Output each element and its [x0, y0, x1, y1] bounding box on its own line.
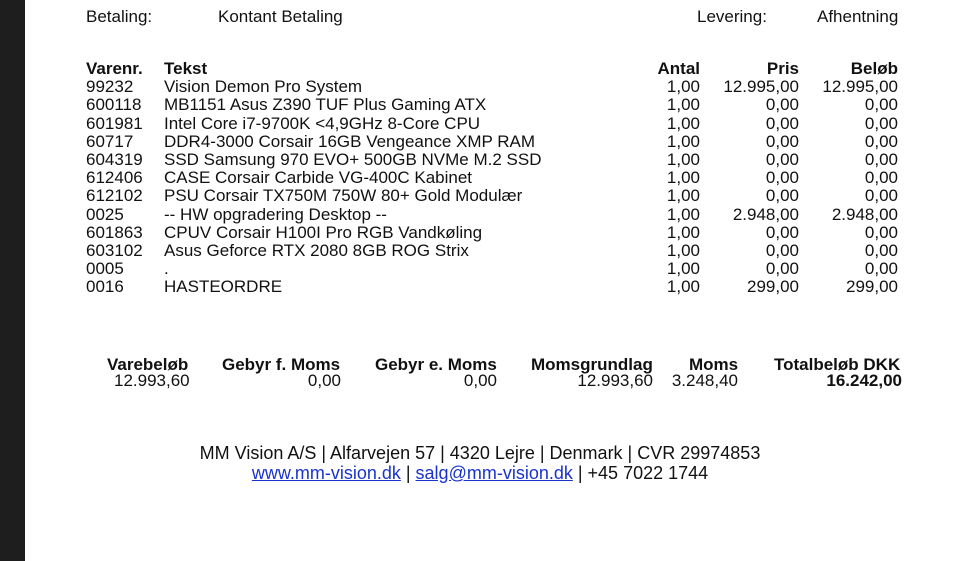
table-row	[86, 224, 898, 242]
gebyr-e-moms-label: Gebyr e. Moms	[375, 355, 497, 374]
column-header-varenr: Varenr.	[86, 59, 143, 78]
item-quantity: 1,00	[666, 168, 700, 188]
item-price: 0,00	[765, 168, 799, 188]
item-text: DDR4-3000 Corsair 16GB Vengeance XMP RAM	[164, 131, 536, 151]
momsgrundlag-value: 12.993,60	[577, 371, 653, 390]
item-text: .	[164, 259, 169, 279]
momsgrundlag-label: Momsgrundlag	[531, 355, 653, 374]
item-price: 0,00	[765, 95, 799, 115]
table-header-row	[86, 60, 898, 78]
gebyr-e-moms-value: 0,00	[463, 371, 497, 390]
column-header-pris: Pris	[766, 59, 799, 78]
item-amount: 299,00	[846, 277, 898, 297]
contact-line	[0, 463, 960, 483]
item-amount: 0,00	[864, 150, 898, 170]
item-amount: 2.948,00	[831, 204, 898, 224]
table-row	[86, 206, 898, 224]
item-quantity: 1,00	[666, 222, 700, 242]
table-row	[86, 96, 898, 114]
totalbelob-value: 16.242,00	[826, 371, 902, 390]
item-amount: 12.995,00	[822, 77, 898, 97]
contact-separator: |	[400, 463, 416, 483]
varebelob-value: 12.993,60	[114, 371, 190, 390]
item-amount: 0,00	[864, 222, 898, 242]
table-row	[86, 115, 898, 133]
item-number: 0025	[86, 204, 124, 224]
item-text: HASTEORDRE	[164, 277, 283, 297]
item-number: 0005	[86, 259, 124, 279]
item-amount: 0,00	[864, 95, 898, 115]
item-number: 601981	[86, 113, 143, 133]
column-header-antal: Antal	[657, 59, 700, 78]
gebyr-f-moms-label: Gebyr f. Moms	[222, 355, 341, 374]
delivery-label: Levering:	[697, 7, 767, 26]
table-row	[86, 187, 898, 205]
item-number: 604319	[86, 150, 143, 170]
item-amount: 0,00	[864, 259, 898, 279]
phone-text: | +45 7022 1744	[572, 463, 709, 483]
item-amount: 0,00	[864, 186, 898, 206]
item-number: 612102	[86, 186, 143, 206]
table-row	[86, 278, 898, 296]
table-row	[86, 169, 898, 187]
item-number: 0016	[86, 277, 124, 297]
item-text: CASE Corsair Carbide VG-400C Kabinet	[164, 168, 473, 188]
invoice-items-table	[86, 60, 898, 297]
table-body	[86, 78, 898, 296]
item-price: 0,00	[765, 259, 799, 279]
item-text: Asus Geforce RTX 2080 8GB ROG Strix	[164, 241, 469, 261]
item-text: Intel Core i7-9700K <4,9GHz 8-Core CPU	[164, 113, 481, 133]
varebelob-label: Varebeløb	[107, 355, 189, 374]
table-row	[86, 78, 898, 96]
item-quantity: 1,00	[666, 77, 700, 97]
item-quantity: 1,00	[666, 186, 700, 206]
item-number: 601863	[86, 222, 143, 242]
item-price: 12.995,00	[723, 77, 799, 97]
item-number: 600118	[86, 95, 142, 115]
item-number: 99232	[86, 77, 134, 97]
item-price: 299,00	[747, 277, 799, 297]
table-row	[86, 242, 898, 260]
item-number: 60717	[86, 131, 134, 151]
item-amount: 0,00	[864, 241, 898, 261]
payment-value: Kontant Betaling	[218, 7, 343, 26]
item-text: CPUV Corsair H100I Pro RGB Vandkøling	[164, 222, 483, 242]
item-price: 0,00	[765, 150, 799, 170]
item-text: PSU Corsair TX750M 750W 80+ Gold Modulær	[164, 186, 523, 206]
item-amount: 0,00	[864, 113, 898, 133]
website-link[interactable]: www.mm-vision.dk	[251, 463, 401, 483]
item-quantity: 1,00	[666, 150, 700, 170]
totalbelob-label: Totalbeløb DKK	[774, 355, 901, 374]
company-info-line: MM Vision A/S | Alfarvejen 57 | 4320 Lejre | Denmark | CVR 29974853	[199, 443, 761, 463]
item-quantity: 1,00	[666, 277, 700, 297]
item-price: 2.948,00	[732, 204, 799, 224]
item-quantity: 1,00	[666, 204, 700, 224]
item-quantity: 1,00	[666, 113, 700, 133]
item-text: MB1151 Asus Z390 TUF Plus Gaming ATX	[164, 95, 487, 115]
item-price: 0,00	[765, 131, 799, 151]
item-text: Vision Demon Pro System	[164, 77, 363, 97]
item-price: 0,00	[765, 222, 799, 242]
column-header-tekst: Tekst	[164, 59, 208, 78]
item-price: 0,00	[765, 241, 799, 261]
item-number: 612406	[86, 168, 143, 188]
email-link[interactable]: salg@mm-vision.dk	[415, 463, 573, 483]
item-quantity: 1,00	[666, 95, 700, 115]
item-text: SSD Samsung 970 EVO+ 500GB NVMe M.2 SSD	[164, 150, 542, 170]
gebyr-f-moms-value: 0,00	[307, 371, 341, 390]
item-quantity: 1,00	[666, 131, 700, 151]
delivery-value: Afhentning	[817, 7, 899, 26]
item-price: 0,00	[765, 186, 799, 206]
table-row	[86, 151, 898, 169]
payment-label: Betaling:	[86, 7, 153, 26]
item-amount: 0,00	[864, 168, 898, 188]
table-row	[86, 260, 898, 278]
moms-value: 3.248,40	[671, 371, 738, 390]
item-amount: 0,00	[864, 131, 898, 151]
table-row	[86, 133, 898, 151]
item-quantity: 1,00	[666, 259, 700, 279]
item-quantity: 1,00	[666, 241, 700, 261]
moms-label: Moms	[689, 355, 739, 374]
item-price: 0,00	[765, 113, 799, 133]
item-text: -- HW opgradering Desktop --	[164, 204, 387, 224]
column-header-belob: Beløb	[850, 59, 898, 78]
item-number: 603102	[86, 241, 143, 261]
